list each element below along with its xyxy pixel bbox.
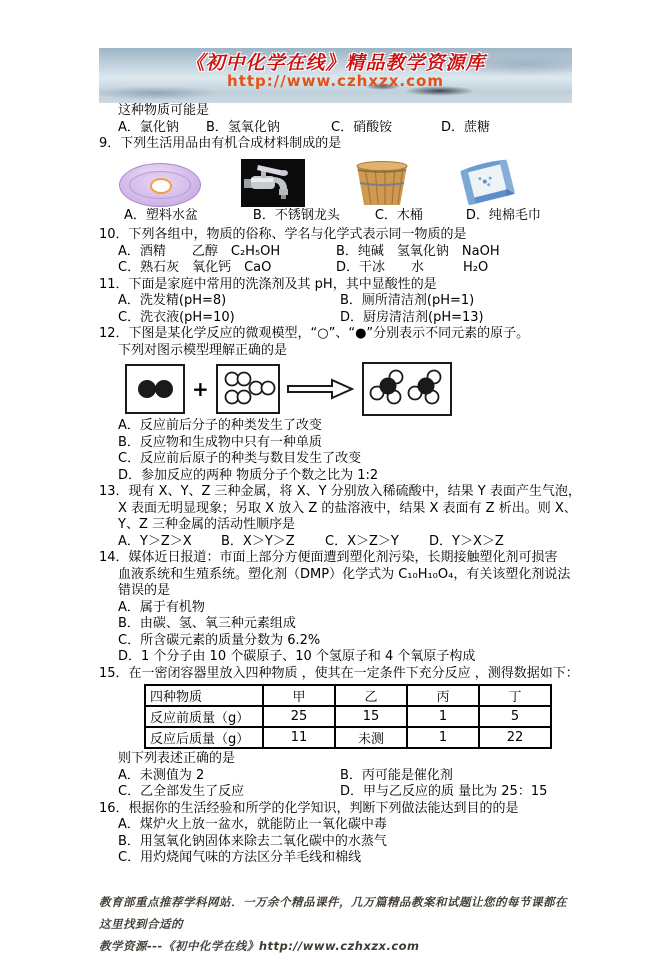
q14-option-d: D．1 个分子由 10 个碳原子、10 个氢原子和 4 个氧原子构成 — [118, 649, 476, 664]
plus-sign: + — [192, 377, 209, 401]
table-cell: 5 — [479, 706, 551, 727]
towel-icon — [455, 157, 519, 207]
q13-option-d: D．Y＞X＞Z — [429, 533, 504, 549]
table-cell: 1 — [407, 706, 479, 727]
q14-stem-line3: 错误的是 — [118, 583, 171, 598]
table-cell: 未测 — [335, 727, 407, 748]
q9-label-a: A．塑料水盆 — [124, 207, 198, 223]
reaction-arrow-icon — [288, 378, 354, 400]
q15-stem: 15．在一密闭容器里放入四种物质 ，使其在一定条件下充分反应 ，测得数据如下： — [99, 665, 579, 681]
q13-option-c: C．X＞Z＞Y — [325, 533, 399, 549]
q15-option-b: B．丙可能是催化剂 — [340, 767, 453, 783]
q16-option-b: B．用氢氧化钠固体来除去二氧化碳中的水蒸气 — [118, 833, 387, 849]
reactant2-molecule-box — [216, 364, 280, 414]
q16-option-a: A．煤炉火上放一盆水，就能防止一氧化碳中毒 — [118, 817, 387, 832]
q11-option-a: A．洗发精(pH=8) — [118, 293, 227, 308]
table-header-cell: 四种物质 — [145, 685, 263, 706]
site-banner — [99, 48, 572, 103]
diatomic-white-molecules-icon — [220, 368, 276, 410]
table-cell: 反应前质量（g） — [145, 706, 263, 727]
q12-option-d: D．参加反应的两种 物质分子个数之比为 1:2 — [118, 467, 379, 483]
substances-data-table — [144, 684, 552, 749]
diatomic-black-molecule-icon — [130, 369, 180, 409]
table-row — [145, 727, 551, 748]
q14-option-c: C．所含碳元素的质量分数为 6.2% — [118, 632, 321, 648]
q14-option-a: A．属于有机物 — [118, 599, 205, 615]
q12-stem-line2: 下列对图示模型理解正确的是 — [118, 342, 288, 358]
q9-label-b: B．不锈钢龙头 — [252, 207, 340, 223]
q11-option-b: B．厕所清洁剂(pH=1) — [340, 293, 475, 308]
q10-option-d: D．干冰 水 H₂O — [336, 260, 489, 275]
table-header-cell: 甲 — [263, 685, 335, 706]
q13-stem-line1: 13．现有 X、Y、Z 三种金属，将 X、Y 分别放入稀硫酸中，结果 Y 表面产生气泡， — [99, 484, 581, 499]
faucet-icon — [241, 159, 305, 207]
q8-stem: 这种物质可能是 — [118, 103, 210, 118]
footer-url[interactable]: http://www.czhxzx.com — [258, 938, 420, 953]
q8-option-b: B．氢氧化钠 — [206, 119, 280, 135]
q9-label-d: D．纯棉毛巾 — [465, 207, 541, 223]
q15-option-c: C．乙全部发生了反应 — [118, 784, 245, 799]
product-molecules-icon — [367, 367, 447, 411]
q9-labels — [99, 208, 575, 225]
table-row — [145, 706, 551, 727]
q10-option-b: B．纯碱 氢氧化钠 NaOH — [336, 243, 500, 259]
footer-line2-text: 教学资源---《初中化学在线》 — [99, 938, 259, 953]
q15-option-a: A．未测值为 2 — [118, 767, 205, 783]
table-cell: 25 — [263, 706, 335, 727]
reaction-model-diagram — [125, 363, 575, 415]
q15-option-d: D．甲与乙反应的质 量比为 25：15 — [340, 784, 548, 799]
table-header-cell: 乙 — [335, 685, 407, 706]
q16-option-c: C．用灼烧闻气味的方法区分羊毛线和棉线 — [118, 850, 362, 865]
table-cell: 反应后质量（g） — [145, 727, 263, 748]
q11-option-d: D．厨房清洁剂(pH=13) — [340, 309, 484, 325]
q13-option-b: B．X＞Y＞Z — [221, 533, 295, 549]
bucket-icon — [353, 159, 411, 207]
reactant1-molecule-box — [125, 364, 185, 414]
q14-option-b: B．由碳、氢、氧三种元素组成 — [118, 616, 296, 631]
footer-line1: 教育部重点推荐学科网站．一万余个精品课件，几万篇精品教案和试题让您的每节课都在这里找到合适的 — [99, 894, 567, 931]
q12-option-a: A．反应前后分子的种类发生了改变 — [118, 418, 322, 433]
q12-option-c: C．反应前后原子的种类与数目发生了改变 — [118, 451, 362, 466]
q16-stem: 16．根据你的生活经验和所学的化学知识，判断下列做法能达到目的的是 — [99, 800, 519, 816]
table-cell: 11 — [263, 727, 335, 748]
plastic-basin-image — [119, 161, 201, 207]
table-header-cell: 丁 — [479, 685, 551, 706]
q9-images — [99, 155, 575, 207]
q12-option-b: B．反应物和生成物中只有一种单质 — [118, 434, 322, 450]
steel-faucet-image — [241, 159, 305, 207]
q8-option-d: D．蔗糖 — [441, 119, 491, 135]
table-cell: 15 — [335, 706, 407, 727]
table-header-row — [145, 685, 551, 706]
footer-line2 — [99, 935, 575, 957]
q9-stem: 9．下列生活用品由有机合成材料制成的是 — [99, 136, 342, 151]
q12-stem-line1: 12．下图是某化学反应的微观模型，“○”、“●”分别表示不同元素的原子。 — [99, 326, 530, 341]
table-cell: 22 — [479, 727, 551, 748]
q13-option-a: A．Y＞Z＞X — [118, 533, 192, 549]
table-cell: 1 — [407, 727, 479, 748]
q10-option-a: A．酒精 乙醇 C₂H₅OH — [118, 243, 281, 259]
q15-prompt: 则下列表述正确的是 — [118, 751, 236, 766]
q13-stem-line3: Y、Z 三种金属的活动性顺序是 — [118, 517, 295, 532]
q10-stem: 10．下列各组中，物质的俗称、学名与化学式表示同一物质的是 — [99, 227, 467, 242]
q14-stem-line1: 14．媒体近日报道：市面上部分方便面遭到塑化剂污染，长期接触塑化剂可损害 — [99, 550, 558, 565]
q11-option-c: C．洗衣液(pH=10) — [118, 309, 235, 325]
wooden-bucket-image — [353, 159, 411, 207]
q14-stem-line2: 血液系统和生殖系统。塑化剂（DMP）化学式为 C₁₀H₁₀O₄，有关该塑化剂说法 — [118, 566, 571, 582]
q13-stem-line2: X 表面无明显现象；另取 X 放入 Z 的盐溶液中，结果 X 表面有 Z 析出。则 X、 — [118, 500, 577, 516]
q10-option-c: C．熟石灰 氧化钙 CaO — [118, 260, 272, 275]
q9-label-c: C．木桶 — [374, 207, 423, 223]
q8-option-c: C．硝酸铵 — [331, 119, 393, 135]
q8-option-a: A．氯化钠 — [118, 119, 179, 135]
table-header-cell: 丙 — [407, 685, 479, 706]
q8-options — [99, 120, 575, 137]
q11-stem: 11．下面是家庭中常用的洗涤剂及其 pH，其中显酸性的是 — [99, 276, 437, 292]
product-molecule-box — [362, 362, 452, 416]
footer — [99, 891, 575, 957]
cotton-towel-image — [455, 157, 519, 207]
banner-url[interactable]: http://www.czhxzx.com — [227, 72, 444, 90]
banner-title: 《初中化学在线》精品教学资源库 — [185, 52, 486, 74]
basin-sticker — [150, 178, 172, 194]
